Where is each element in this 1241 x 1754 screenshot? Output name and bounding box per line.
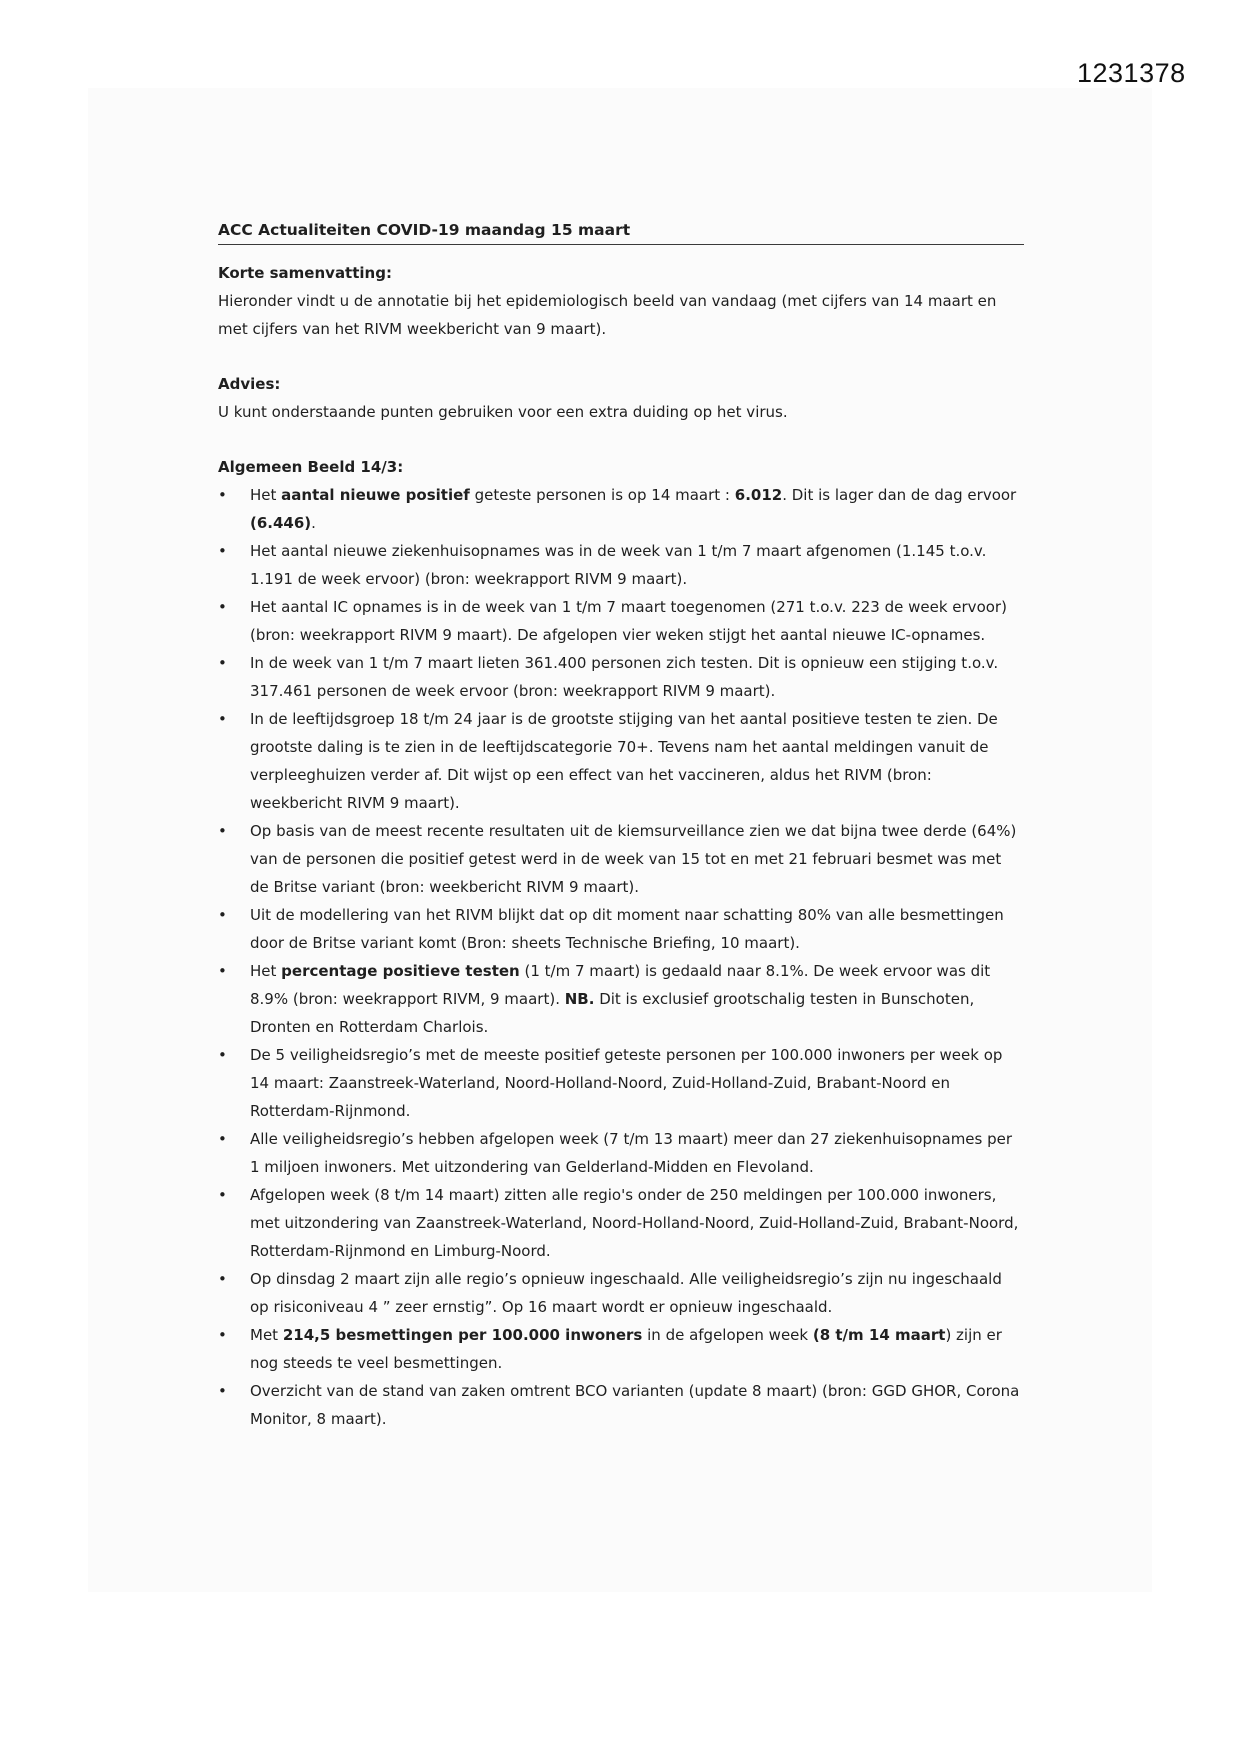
bullet-icon: • (218, 542, 227, 560)
overview-bullet-item (218, 957, 1024, 1041)
advice-heading: Advies: (218, 375, 281, 393)
overview-bullet-item (218, 1041, 1024, 1125)
document-title: ACC Actualiteiten COVID-19 maandag 15 maart (218, 218, 1024, 245)
overview-bullet-list (218, 481, 1024, 1433)
advice-section (218, 370, 1024, 426)
bullet-icon: • (218, 906, 227, 924)
bullet-text-bold: (6.446) (250, 514, 312, 532)
overview-bullet-item (218, 1181, 1024, 1265)
bullet-icon: • (218, 1326, 227, 1344)
overview-bullet-item (218, 481, 1024, 537)
overview-bullet-item (218, 593, 1024, 649)
bullet-icon: • (218, 1186, 227, 1204)
bullet-text: Alle veiligheidsregio’s hebben afgelopen week (7 t/m 13 maart) meer dan 27 ziekenhuisopnames per 1 miljoen inwoners. Met uitzondering van Gelderland-Midden en Flevoland. (250, 1130, 1013, 1176)
bullet-text: in de afgelopen week (642, 1326, 813, 1344)
overview-bullet-item (218, 705, 1024, 817)
overview-bullet-item (218, 901, 1024, 957)
bullet-text: In de leeftijdsgroep 18 t/m 24 jaar is de grootste stijging van het aantal positieve testen te zien. De grootste daling is te zien in de leeftijdscategorie 70+. Tevens nam het aantal meldingen vanuit de verpleeghuizen verder af. Dit wijst op een effect van het vaccineren, aldus het RIVM (bron: weekbericht RIVM 9 maart). (250, 710, 998, 812)
document-body (218, 218, 1024, 1433)
overview-bullet-item (218, 1125, 1024, 1181)
bullet-text: Op basis van de meest recente resultaten uit de kiemsurveillance zien we dat bijna twee derde (64%) van de personen die positief getest werd in de week van 15 tot en met 21 februari besmet was met de Britse variant (bron: weekbericht RIVM 9 maart). (250, 822, 1017, 896)
bullet-text-bold: 6.012 (734, 486, 783, 504)
bullet-text: Afgelopen week (8 t/m 14 maart) zitten alle regio's onder de 250 meldingen per 100.000 inwoners, met uitzondering van Zaanstreek-Waterland, Noord-Holland-Noord, Zuid-Holland-Zuid, Brabant-Noord, Rotterdam-Rijnmond en Limburg-Noord. (250, 1186, 1019, 1260)
overview-bullet-item (218, 649, 1024, 705)
bullet-text: Het aantal IC opnames is in de week van 1 t/m 7 maart toegenomen (271 t.o.v. 223 de week ervoor) (bron: weekrapport RIVM 9 maart). De afgelopen vier weken stijgt het aantal nieuwe IC-opnames. (250, 598, 1007, 644)
overview-bullet-item (218, 1265, 1024, 1321)
bullet-icon: • (218, 1270, 227, 1288)
bullet-icon: • (218, 962, 227, 980)
bullet-text-bold: 214,5 besmettingen per 100.000 inwoners (282, 1326, 643, 1344)
bullet-text: ) zijn er nog steeds te veel besmettingen. (250, 1326, 1002, 1372)
bullet-icon: • (218, 598, 227, 616)
summary-heading: Korte samenvatting: (218, 264, 392, 282)
overview-bullet-item (218, 817, 1024, 901)
bullet-icon: • (218, 1382, 227, 1400)
bullet-icon: • (218, 486, 227, 504)
bullet-text-bold: (8 t/m 14 maart (812, 1326, 946, 1344)
spacer (218, 426, 1024, 453)
bullet-text: . Dit is lager dan de dag ervoor (782, 486, 1017, 504)
bullet-text: Het aantal nieuwe ziekenhuisopnames was in de week van 1 t/m 7 maart afgenomen (1.145 t.o.v. 1.191 de week ervoor) (bron: weekrapport RIVM 9 maart). (250, 542, 987, 588)
spacer (218, 343, 1024, 370)
bullet-icon: • (218, 822, 227, 840)
overview-section (218, 453, 1024, 1433)
bullet-text: Op dinsdag 2 maart zijn alle regio’s opnieuw ingeschaald. Alle veiligheidsregio’s zijn nu ingeschaald op risiconiveau 4 ” zeer ernstig”. Op 16 maart wordt er opnieuw ingeschaald. (250, 1270, 1002, 1316)
overview-bullet-item (218, 1377, 1024, 1433)
bullet-icon: • (218, 1130, 227, 1148)
bullet-text: Het (250, 962, 282, 980)
summary-section (218, 259, 1024, 343)
bullet-text: Uit de modellering van het RIVM blijkt dat op dit moment naar schatting 80% van alle besmettingen door de Britse variant komt (Bron: sheets Technische Briefing, 10 maart). (250, 906, 1004, 952)
bullet-text: (1 t/m 7 maart) is gedaald naar 8.1%. De week ervoor was dit 8.9% (bron: weekrapport RIVM, 9 maart). (250, 962, 991, 1008)
bullet-text-bold: NB. (564, 990, 595, 1008)
bullet-text: Met (250, 1326, 283, 1344)
bullet-text: . (311, 514, 316, 532)
overview-heading: Algemeen Beeld 14/3: (218, 458, 404, 476)
bullet-icon: • (218, 710, 227, 728)
bullet-text: Dit is exclusief grootschalig testen in Bunschoten, Dronten en Rotterdam Charlois. (250, 990, 975, 1036)
overview-bullet-item (218, 537, 1024, 593)
bullet-text: Het (250, 486, 282, 504)
bullet-text-bold: percentage positieve testen (281, 962, 520, 980)
bullet-text: Overzicht van de stand van zaken omtrent BCO varianten (update 8 maart) (bron: GGD GHOR, Corona Monitor, 8 maart). (250, 1382, 1020, 1428)
bullet-icon: • (218, 1046, 227, 1064)
bullet-text-bold: aantal nieuwe positief (281, 486, 470, 504)
summary-text: Hieronder vindt u de annotatie bij het epidemiologisch beeld van vandaag (met cijfers van 14 maart en met cijfers van het RIVM weekbericht van 9 maart). (218, 292, 997, 338)
overview-bullet-item (218, 1321, 1024, 1377)
bullet-icon: • (218, 654, 227, 672)
advice-text: U kunt onderstaande punten gebruiken voor een extra duiding op het virus. (218, 403, 788, 421)
bullet-text: De 5 veiligheidsregio’s met de meeste positief geteste personen per 100.000 inwoners per week op 14 maart: Zaanstreek-Waterland, Noord-Holland-Noord, Zuid-Holland-Zuid, Brabant-Noord en Rotterdam-Rijnmond. (250, 1046, 1003, 1120)
bullet-text: In de week van 1 t/m 7 maart lieten 361.400 personen zich testen. Dit is opnieuw een stijging t.o.v. 317.461 personen de week ervoor (bron: weekrapport RIVM 9 maart). (250, 654, 999, 700)
bullet-text: geteste personen is op 14 maart : (469, 486, 735, 504)
document-id-stamp: 1231378 (1077, 58, 1186, 88)
